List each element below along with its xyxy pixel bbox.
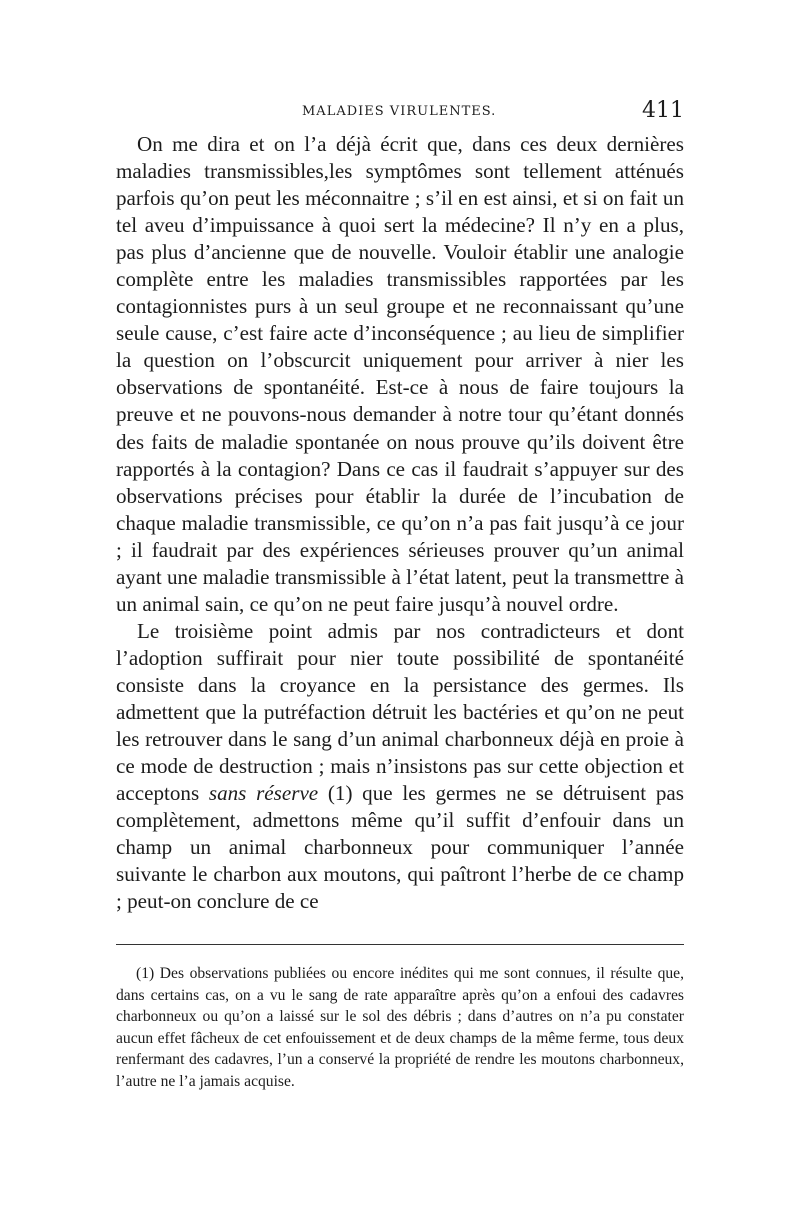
- paragraph-germ-persistence: [116, 618, 684, 916]
- page-number: 411: [642, 98, 684, 123]
- italic-phrase: sans réserve: [208, 781, 319, 806]
- running-title: MALADIES VIRULENTES.: [302, 104, 497, 119]
- paragraph-text-before-italic: Le troisième point admis par nos contradicteurs et dont l’adoption suffirait pour nier toute possibilité de spontanéité consiste dans la croyance en la persistance des germes. Ils admettent que la putréfaction détruit les bactéries et qu’on ne peut les retrouver dans le sang d’un animal charbonneux déjà en proie à ce mode de destruction ; mais n’insistons pas sur cette objection et acceptons: [116, 618, 684, 806]
- running-header: [116, 98, 684, 128]
- main-text: [116, 131, 684, 915]
- paragraph-contagion-argument: On me dira et on l’a déjà écrit que, dans ces deux dernières maladies transmissibles,les symptômes sont tellement atténués parfois qu’on peut les méconnaitre ; s’il en est ainsi, et si on fait un tel aveu d’impuissance à quoi sert la médecine? Il n’y en a plus, pas plus d’ancienne que de nouvelle. Vouloir établir une analogie complète entre les maladies transmissibles rapportées par les contagionnistes purs à un seul groupe et ne reconnaissant qu’une seule cause, c’est faire acte d’inconséquence ; au lieu de simplifier la question on l’obscurcit uniquement pour arriver à nier les observations de spontanéité. Est-ce à nous de faire toujours la preuve et ne pouvons-nous demander à notre tour qu’étant donnés des faits de maladie spontanée on nous prouve qu’ils doivent être rapportés à la contagion? Dans ce cas il faudrait s’appuyer sur des observations précises pour établir la durée de l’incubation de chaque maladie transmissible, ce qu’on n’a pas fait jusqu’à ce jour ; il faudrait par des expériences sérieuses prouver qu’un animal ayant une maladie transmissible à l’état latent, peut la transmettre à un animal sain, ce qu’on ne peut faire jusqu’à nouvel ordre.: [116, 132, 684, 616]
- paragraph-text-after-italic: (1) que les germes ne se détruisent pas complètement, admettons même qu’il suffit d’enfouir dans un champ un animal charbonneux pour communiquer l’année suivante le charbon aux moutons, qui paîtront l’herbe de ce champ ; peut-on conclure de ce: [116, 781, 684, 914]
- footnote: (1) Des observations publiées ou encore inédites qui me sont connues, il résulte que, dans certains cas, on a vu le sang de rate apparaître après qu’on a enfoui des cadavres charbonneux ou qu’on a laissé sur le sol des débris ; dans d’autres on n’a pu constater aucun effet fâcheux de cet enfouissement et de deux champs de la même ferme, tous deux renfermant des cadavres, l’un a conservé la propriété de rendre les moutons charbonneux, l’autre ne l’a jamais acquise.: [116, 965, 684, 1090]
- footnote-divider: [116, 944, 684, 945]
